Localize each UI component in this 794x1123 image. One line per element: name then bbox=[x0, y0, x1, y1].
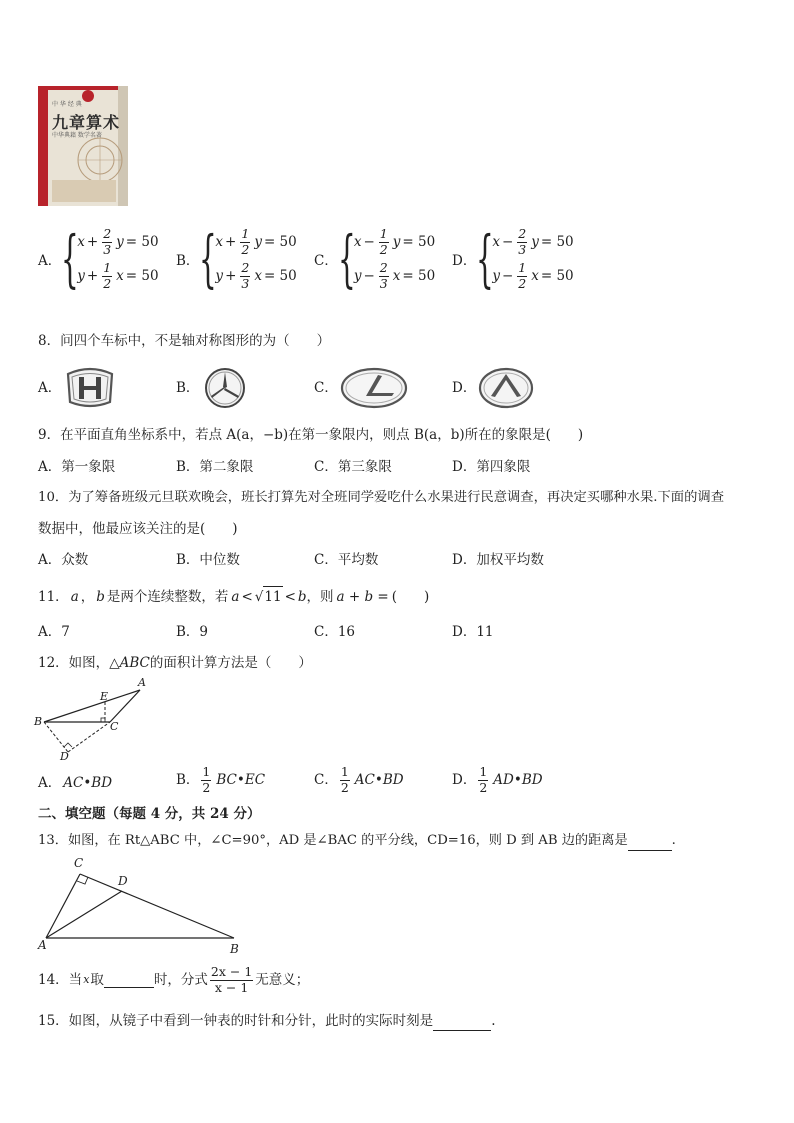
q11-stem: 11． a ， b 是两个连续整数，若 a < √ 11 < b ，则 a + b = ( ) bbox=[38, 586, 429, 607]
q12-label-e: E bbox=[100, 690, 109, 703]
q12-stem: 12．如图，△ABC的面积计算方法是（ ） bbox=[38, 655, 312, 671]
q12-label-d: D bbox=[60, 750, 69, 763]
book-subtitle: 中华典籍 数学名著 bbox=[52, 132, 102, 139]
book-cover-image bbox=[38, 86, 128, 206]
q8-option-d: D． bbox=[452, 380, 477, 396]
q12-label-a: A bbox=[138, 676, 146, 689]
q10-option-b: B．中位数 bbox=[176, 552, 240, 568]
q7-option-b: B． { x + $\frac{1}{2}$ y = 50 y + $\frac{2}{3}$ x = 50 bbox=[176, 222, 297, 295]
q12-option-a: A． AC•BD bbox=[38, 775, 113, 791]
q11-option-b: B．9 bbox=[176, 624, 209, 640]
book-series: 中 华 经 典 bbox=[52, 101, 82, 108]
q8-stem: 8．问四个车标中，不是轴对称图形的为（ ） bbox=[38, 333, 331, 349]
q11-option-a: A．7 bbox=[38, 624, 70, 640]
q8-option-a: A． bbox=[38, 380, 62, 396]
q12-option-b: B． $\frac{1}{2}$ BC•EC bbox=[176, 764, 266, 795]
q10-option-d: D．加权平均数 bbox=[452, 552, 544, 568]
q13-label-c: C bbox=[74, 856, 84, 870]
q9-option-c: C．第三象限 bbox=[314, 459, 392, 475]
q13-triangle-figure bbox=[36, 854, 246, 958]
q13-stem: 13．如图，在 Rt△ABC 中，∠C=90°，AD 是∠BAC 的平分线，CD=16，则 D 到 AB 边的距离是 . bbox=[38, 831, 676, 851]
q12-option-c: C． $\frac{1}{2}$ AC•BD bbox=[314, 764, 404, 795]
q10-stem-line1: 10．为了筹备班级元旦联欢晚会，班长打算先对全班同学爱吃什么水果进行民意调查，再决定买哪种水果.下面的调查 bbox=[38, 490, 724, 505]
q15-stem: 15．如图，从镜子中看到一钟表的时针和分针，此时的实际时刻是 . bbox=[38, 1013, 496, 1029]
q10-option-c: C．平均数 bbox=[314, 552, 379, 568]
q9-option-b: B．第二象限 bbox=[176, 459, 254, 475]
q13-label-b: B bbox=[230, 942, 239, 956]
book-title: 九章算术 bbox=[52, 113, 121, 132]
q10-option-a: A．众数 bbox=[38, 552, 89, 568]
mercedes-logo-icon bbox=[202, 366, 248, 414]
q12-label-c: C bbox=[110, 720, 119, 733]
honda-logo-icon bbox=[64, 366, 116, 414]
sqrt-icon: √ bbox=[254, 588, 264, 605]
q7-option-d: D． { x − $\frac{2}{3}$ y = 50 y − $\frac{1}{2}$ x = 50 bbox=[452, 222, 574, 295]
q13-label-a: A bbox=[38, 938, 47, 952]
q12-triangle-figure bbox=[34, 676, 154, 766]
q13-label-d: D bbox=[118, 874, 128, 888]
q7-options bbox=[38, 222, 778, 295]
q7-option-c: C． { x − $\frac{1}{2}$ y = 50 y − $\frac{2}{3}$ x = 50 bbox=[314, 222, 436, 295]
q11-option-c: C．16 bbox=[314, 624, 356, 640]
q12-label-b: B bbox=[34, 715, 43, 728]
q8-option-c: C． bbox=[314, 380, 338, 396]
q7-option-a: A． { x + $\frac{2}{3}$ y = 50 y + $\frac{1}{2}$ x = 50 bbox=[38, 222, 159, 295]
q8-option-b: B． bbox=[176, 380, 200, 396]
q15-answer-blank[interactable] bbox=[433, 1030, 491, 1031]
q14-answer-blank[interactable] bbox=[104, 973, 154, 988]
q9-option-a: A．第一象限 bbox=[38, 459, 116, 475]
q13-answer-blank[interactable] bbox=[628, 850, 672, 851]
q9-option-d: D．第四象限 bbox=[452, 459, 531, 475]
q12-option-d: D． $\frac{1}{2}$ AD•BD bbox=[452, 764, 543, 795]
lexus-logo-icon bbox=[338, 366, 410, 414]
q9-stem: 9．在平面直角坐标系中，若点 A(a，−b)在第一象限内，则点 B(a，b)所在的象限是( ) bbox=[38, 427, 584, 443]
q10-stem-line2: 数据中，他最应该关注的是( ) bbox=[38, 521, 238, 537]
q14-stem: 14．当 x 取 时，分式 $\frac{2x - 1}{x - 1}$ 无意义； bbox=[38, 964, 310, 995]
q11-option-d: D．11 bbox=[452, 624, 494, 640]
infiniti-logo-icon bbox=[477, 366, 535, 414]
section-fill-in-heading: 二、填空题（每题 4 分，共 24 分） bbox=[38, 806, 261, 822]
